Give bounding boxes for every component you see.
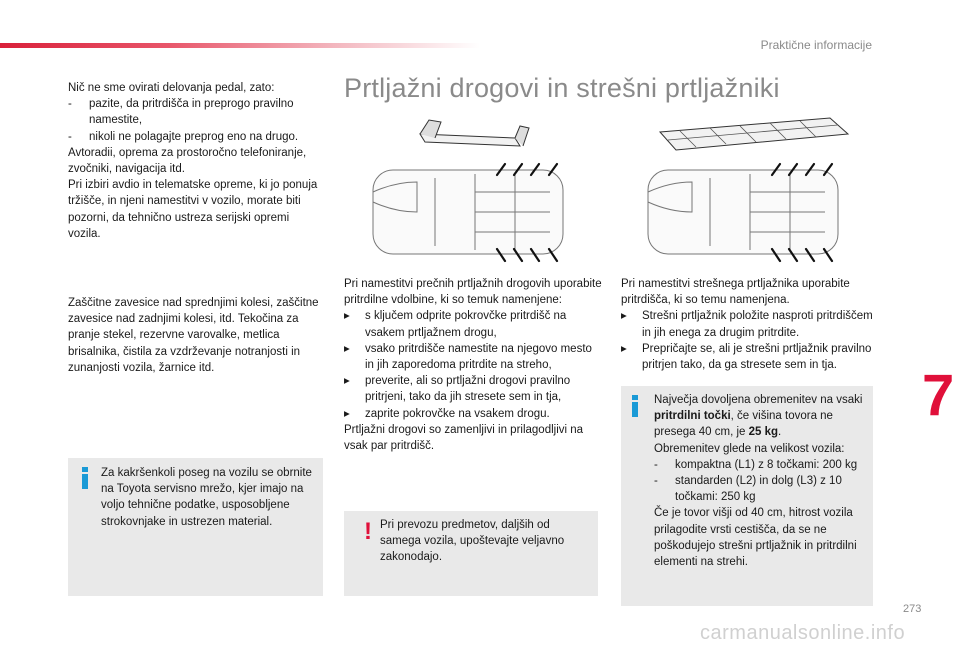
paragraph: Obremenitev glede na velikost vozila: bbox=[654, 442, 845, 455]
list-item: ▸ preverite, ali so prtljažni drogovi pravilno pritrjeni, tako da jih stresete sem in tja, bbox=[344, 375, 571, 404]
list-item: - pazite, da pritrdišča in preprogo pravilno namestite, bbox=[68, 98, 294, 127]
intro-text: Pri namestitvi strešnega prtljažnika uporabite pritrdišča, ki so temu namenjena. bbox=[621, 278, 850, 307]
bullet-arrow-icon: ▸ bbox=[621, 342, 627, 355]
left-block-2 bbox=[68, 295, 324, 376]
left-block-1 bbox=[68, 80, 324, 242]
warning-icon: ! bbox=[364, 518, 372, 545]
info-box-load bbox=[621, 386, 873, 606]
info-content bbox=[654, 392, 868, 570]
list-item: ▸ zaprite pokrovčke na vsakem drogu. bbox=[344, 406, 602, 422]
roof-bars-illustration bbox=[365, 112, 575, 270]
page-number: 273 bbox=[903, 603, 922, 615]
section-title: Praktične informacije bbox=[760, 38, 872, 52]
warning-text: Pri prevozu predmetov, daljših od samega vozila, upoštevajte veljavno zakonodajo. bbox=[380, 519, 565, 564]
header-accent-bar bbox=[0, 43, 480, 48]
bullet-arrow-icon: ▸ bbox=[344, 342, 350, 355]
bullet-arrow-icon: ▸ bbox=[344, 375, 350, 388]
list-item: ▸ Prepričajte se, ali je strešni prtljažnik pravilno pritrjen tako, da ga stresete sem in tja. bbox=[621, 342, 872, 372]
list-item: ▸ Strešni prtljažnik položite nasproti pritrdiščem in jih enega za drugim pritrdite. bbox=[621, 310, 873, 339]
roof-rack-illustration bbox=[640, 112, 850, 270]
info-icon bbox=[631, 395, 639, 417]
right-block bbox=[621, 276, 877, 373]
page-title: Prtljažni drogovi in strešni prtljažniki bbox=[344, 73, 780, 103]
bullet-arrow-icon: ▸ bbox=[344, 310, 350, 323]
paragraph: Če je tovor višji od 40 cm, hitrost vozila prilagodite vrsti cestišča, da se ne poškodujejo strešni prtljažnik in pritrdilni elementi na strehi. bbox=[654, 507, 857, 569]
watermark: carmanualsonline.info bbox=[700, 622, 906, 644]
list-item: - kompaktna (L1) z 8 točkami: 200 kg bbox=[654, 458, 858, 471]
list-item: ▸ s ključem odprite pokrovčke pritrdišč na vsakem prtljažnem drogu, bbox=[344, 310, 567, 339]
chapter-number: 7 bbox=[922, 363, 955, 428]
intro-text: Nič ne sme ovirati delovanja pedal, zato: bbox=[68, 82, 275, 94]
load-text: Največja dovoljena obremenitev na vsaki pritrdilni točki, če višina tovora ne presega 40 cm, je 25 kg. bbox=[654, 394, 863, 439]
paragraph: Prtljažni drogovi so zamenljivi in prilagodljivi na vsak par pritrdišč. bbox=[344, 423, 584, 453]
list-item: ▸ vsako pritrdišče namestite na njegovo mesto in jih zaporedoma pritrdite na streho, bbox=[344, 342, 592, 372]
info-text: Za kakršenkoli poseg na vozilu se obrnite na Toyota servisno mrežo, kjer imajo na voljo tehnične podatke, usposobljene strokovnjake in ustrezen material. bbox=[101, 467, 312, 528]
paragraph: Avtoradii, oprema za prostoročno telefoniranje, zvočniki, navigacija itd. bbox=[68, 146, 307, 176]
paragraph: Zaščitne zavesice nad sprednjimi kolesi, zaščitne zavesice nad zadnjimi kolesi, itd. Tekočina za pranje stekel, rezervne varovalke, metlica brisalnika, čistila za vzdrževanje notranjosti in zunanjosti vozila, žarnice itd. bbox=[68, 297, 319, 374]
list-item: - nikoli ne polagajte preprog eno na drugo. bbox=[68, 130, 299, 143]
info-box bbox=[68, 458, 323, 596]
info-icon bbox=[81, 467, 89, 489]
paragraph: Pri izbiri avdio in telematske opreme, ki jo ponuja tržišče, in njeni namestitvi v vozilo, morate biti pozorni, da tehnično ustreza serijski opremi vozila. bbox=[68, 179, 318, 240]
bullet-arrow-icon: ▸ bbox=[344, 407, 350, 420]
intro-text: Pri namestitvi prečnih prtljažnih drogovih uporabite pritrdilne vdolbine, ki so temuk namenjene: bbox=[344, 278, 602, 307]
warning-box bbox=[344, 511, 598, 596]
list-item: - standarden (L2) in dolg (L3) z 10 točkami: 250 kg bbox=[654, 475, 842, 504]
middle-block bbox=[344, 276, 602, 454]
bullet-arrow-icon: ▸ bbox=[621, 310, 627, 323]
